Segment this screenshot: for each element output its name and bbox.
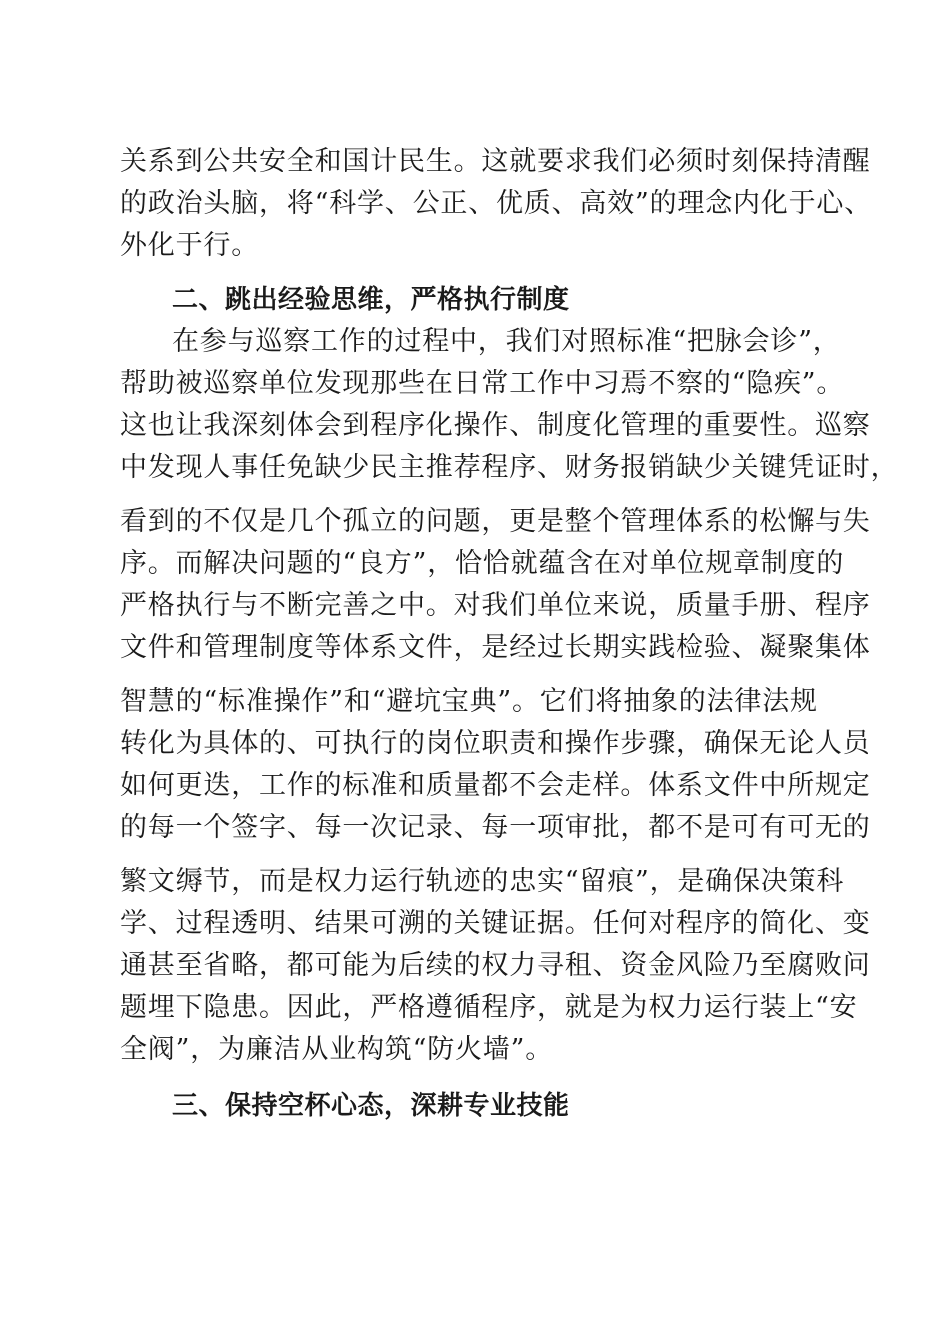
paragraph-line: 严格执行与不断完善之中。对我们单位来说，质量手册、程序 — [120, 590, 871, 621]
paragraph-line: 看到的不仅是几个孤立的问题，更是整个管理体系的松懈与失 — [120, 506, 871, 537]
paragraph-line: 关系到公共安全和国计民生。这就要求我们必须时刻保持清醒 — [120, 146, 871, 177]
paragraph-line: 这也让我深刻体会到程序化操作、制度化管理的重要性。巡察 — [120, 410, 871, 441]
paragraph-line: 如何更迭，工作的标准和质量都不会走样。体系文件中所规定 — [120, 770, 871, 801]
paragraph-line: 转化为具体的、可执行的岗位职责和操作步骤，确保无论人员 — [120, 728, 871, 759]
paragraph-line: 序。而解决问题的“良方”，恰恰就蕴含在对单位规章制度的 — [120, 548, 845, 579]
paragraph-line: 外化于行。 — [120, 230, 259, 261]
paragraph-line: 帮助被巡察单位发现那些在日常工作中习焉不察的“隐疾”。 — [120, 368, 845, 399]
paragraph-line: 学、过程透明、结果可溯的关键证据。任何对程序的简化、变 — [120, 908, 871, 939]
paragraph-line: 通甚至省略，都可能为后续的权力寻租、资金风险乃至腐败问 — [120, 950, 871, 981]
section-heading-three: 三、保持空杯心态，深耕专业技能 — [172, 1091, 570, 1121]
paragraph-line: 题埋下隐患。因此，严格遵循程序，就是为权力运行装上“安 — [120, 992, 858, 1023]
paragraph-line: 智慧的“标准操作”和“避坑宝典”。它们将抽象的法律法规 — [120, 686, 818, 717]
paragraph-line: 的政治头脑，将“科学、公正、优质、高效”的理念内化于心、 — [120, 188, 873, 219]
paragraph-line: 在参与巡察工作的过程中，我们对照标准“把脉会诊”， — [172, 326, 841, 357]
section-heading-two: 二、跳出经验思维，严格执行制度 — [172, 285, 570, 315]
paragraph-line: 中发现人事任免缺少民主推荐程序、财务报销缺少关键凭证时， — [120, 452, 899, 483]
paragraph-line: 全阀”，为廉洁从业构筑“防火墙”。 — [120, 1034, 554, 1065]
paragraph-line: 繁文缛节，而是权力运行轨迹的忠实“留痕”，是确保决策科 — [120, 866, 845, 897]
paragraph-line: 的每一个签字、每一次记录、每一项审批，都不是可有可无的 — [120, 812, 871, 843]
paragraph-line: 文件和管理制度等体系文件，是经过长期实践检验、凝聚集体 — [120, 632, 871, 663]
